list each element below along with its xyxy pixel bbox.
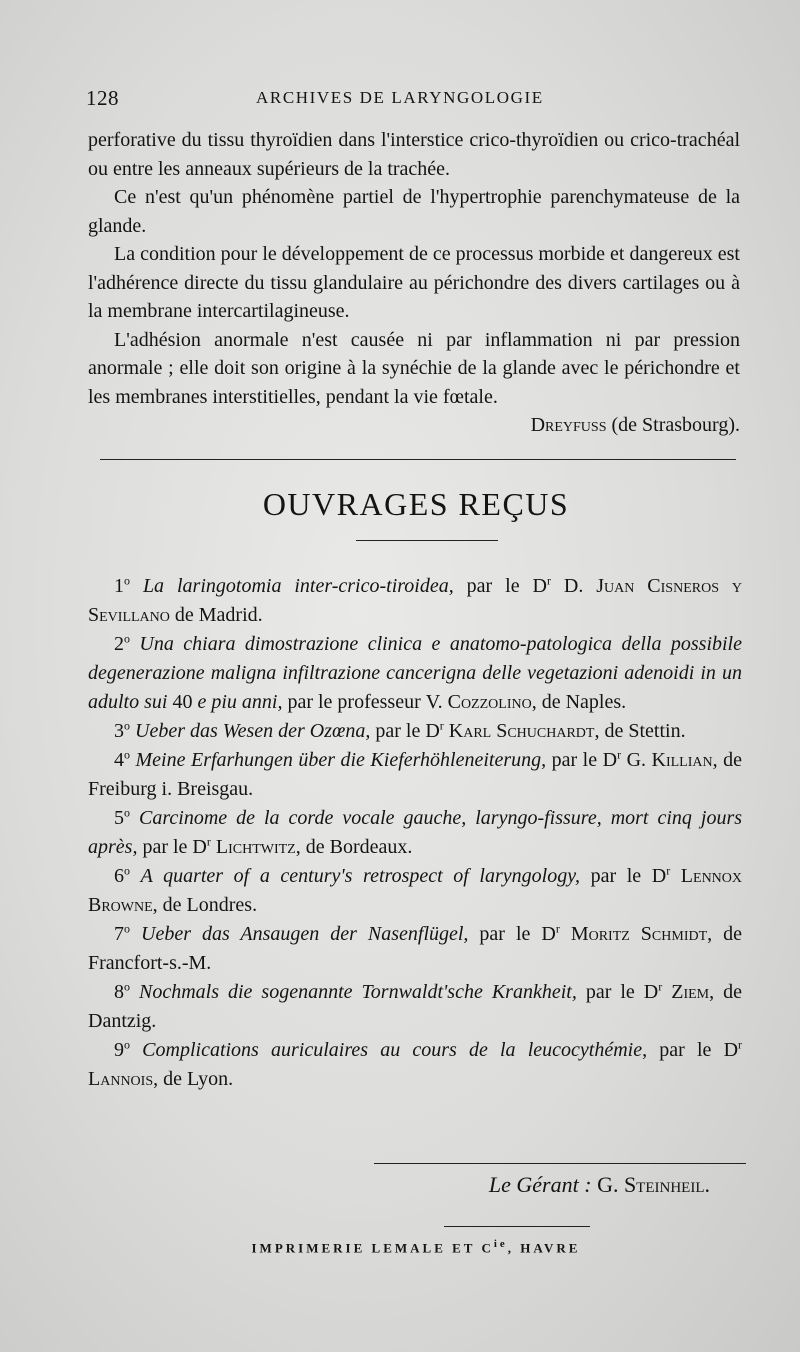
section-divider bbox=[100, 459, 736, 460]
author-name: Lichtwitz bbox=[215, 836, 296, 858]
list-item bbox=[88, 746, 742, 804]
article-signature bbox=[88, 411, 740, 440]
list-item bbox=[88, 717, 742, 746]
item-number: 3 bbox=[114, 720, 124, 742]
list-item bbox=[88, 862, 742, 920]
title-abbrev: r bbox=[555, 921, 560, 936]
gerant-label: Le Gérant : bbox=[488, 1172, 592, 1197]
page-header bbox=[86, 86, 746, 116]
list-item bbox=[88, 920, 742, 978]
author-name: Lannois bbox=[88, 1068, 154, 1090]
title-underline bbox=[356, 540, 498, 541]
attribution-text: par le D bbox=[546, 749, 618, 771]
ordinal-mark: o bbox=[124, 573, 130, 588]
item-number: 7 bbox=[114, 923, 124, 945]
author-name: D. Juan Cisneros y Sevillano bbox=[88, 575, 743, 626]
attribution-text: par le professeur bbox=[282, 691, 426, 713]
book-title: Ueber das Ansaugen der Nasenflügel, bbox=[141, 923, 469, 945]
title-abbrev: r bbox=[666, 863, 671, 878]
ordinal-mark: o bbox=[124, 863, 130, 878]
spacer-text bbox=[662, 981, 671, 1003]
title-abbrev: r bbox=[738, 1037, 743, 1052]
attribution-text: par le D bbox=[579, 865, 667, 887]
book-title-number: 40 bbox=[167, 691, 198, 713]
list-item bbox=[88, 630, 742, 717]
attribution-text: par le D bbox=[370, 720, 440, 742]
title-abbrev: r bbox=[206, 834, 211, 849]
imprint-divider bbox=[444, 1226, 590, 1227]
item-number: 6 bbox=[114, 865, 124, 887]
author-place: , de Dantzig. bbox=[88, 981, 743, 1032]
author-name: Moritz Schmidt bbox=[570, 923, 708, 945]
author-place: , de Lyon. bbox=[153, 1068, 234, 1090]
book-title: A quarter of a century's retrospect of laryngology, bbox=[140, 865, 580, 887]
item-number: 9 bbox=[114, 1039, 124, 1061]
imprint-text: IMPRIMERIE LEMALE ET C bbox=[251, 1240, 494, 1256]
attribution-text: par le D bbox=[453, 575, 547, 597]
book-title: Nochmals die sogenannte Tornwaldt'sche Krankheit, bbox=[139, 981, 577, 1003]
author-place: , de Stettin. bbox=[594, 720, 686, 742]
paragraph: L'adhésion anormale n'est causée ni par inflammation ni par pression anormale ; elle doit son origine à la synéchie de la glande avec le périchondre et les membranes interstitielles, pendant la vie fœtale. bbox=[88, 328, 740, 408]
list-item bbox=[88, 572, 742, 630]
title-abbrev: r bbox=[617, 747, 622, 762]
attribution-text: par le D bbox=[137, 836, 207, 858]
item-number: 8 bbox=[114, 981, 124, 1003]
imprint-sup: ie bbox=[493, 1238, 508, 1250]
author-place: , de Francfort-s.-M. bbox=[88, 923, 743, 974]
ordinal-mark: o bbox=[124, 718, 130, 733]
author-name: Ziem bbox=[671, 981, 710, 1003]
author-name: G. Killian bbox=[626, 749, 713, 771]
list-item bbox=[88, 978, 742, 1036]
book-title: Carcinome de la corde vocale gauche, laryngo-fissure, mort cinq jours après, bbox=[88, 807, 743, 858]
attribution-text: par le D bbox=[647, 1039, 739, 1061]
book-title: Meine Erfarhungen über die Kieferhöhleneiterung, bbox=[135, 749, 547, 771]
author-place: , de Londres. bbox=[152, 894, 258, 916]
author-place: , de Bordeaux. bbox=[295, 836, 413, 858]
attribution-text: par le D bbox=[468, 923, 556, 945]
book-title: Una chiara dimostrazione clinica e anatomo-patologica della possibile degenerazione maligna infiltrazione cancerigna delle vegetazioni adenoidi in un adulto sui bbox=[88, 633, 742, 713]
author-place: , de Freiburg i. Breisgau. bbox=[88, 749, 742, 800]
printer-imprint bbox=[86, 1238, 746, 1256]
gerant-line bbox=[410, 1172, 710, 1198]
attribution-text: par le D bbox=[576, 981, 659, 1003]
ordinal-mark: o bbox=[124, 979, 130, 994]
author-place: de Madrid. bbox=[169, 604, 263, 626]
section-title: OUVRAGES REÇUS bbox=[262, 486, 570, 522]
paragraph: Ce n'est qu'un phénomène partiel de l'hypertrophie parenchymateuse de la glande. bbox=[88, 186, 740, 237]
book-title-cont: e piu anni, bbox=[197, 691, 283, 713]
gerant-divider bbox=[374, 1163, 746, 1164]
ordinal-mark: o bbox=[124, 1037, 130, 1052]
running-title: ARCHIVES DE LARYNGOLOGIE bbox=[256, 88, 544, 107]
item-number: 5 bbox=[114, 807, 124, 829]
list-item bbox=[88, 804, 742, 862]
title-abbrev: r bbox=[546, 573, 551, 588]
gerant-name: G. Steinheil. bbox=[597, 1172, 710, 1197]
author-name: Dreyfuss bbox=[530, 414, 607, 436]
title-abbrev: r bbox=[439, 718, 444, 733]
list-item bbox=[88, 1036, 742, 1094]
ordinal-mark: o bbox=[124, 747, 130, 762]
page-number: 128 bbox=[86, 86, 119, 110]
books-received-list bbox=[88, 572, 742, 1094]
author-name: V. Cozzolino bbox=[425, 691, 532, 713]
item-number: 1 bbox=[114, 575, 124, 597]
author-name: Karl Schuchardt bbox=[448, 720, 595, 742]
author-place: , de Naples. bbox=[531, 691, 627, 713]
paragraph: perforative du tissu thyroïdien dans l'interstice crico-thyroïdien ou crico-trachéal ou entre les anneaux supérieurs de la trachée. bbox=[88, 129, 740, 180]
book-title: La laringotomia inter-crico-tiroidea, bbox=[142, 575, 454, 597]
book-title: Ueber das Wesen der Ozœna, bbox=[135, 720, 371, 742]
book-title: Complications auriculaires au cours de la leucocythémie, bbox=[142, 1039, 648, 1061]
ordinal-mark: o bbox=[124, 631, 130, 646]
ordinal-mark: o bbox=[124, 805, 130, 820]
imprint-end: , HAVRE bbox=[507, 1240, 581, 1256]
article-text bbox=[88, 126, 740, 440]
spacer-text bbox=[560, 923, 571, 945]
spacer-text bbox=[670, 865, 681, 887]
ordinal-mark: o bbox=[124, 921, 130, 936]
spacer-text bbox=[551, 575, 564, 597]
item-number: 2 bbox=[114, 633, 124, 655]
author-place: (de Strasbourg). bbox=[611, 414, 740, 436]
paragraph: La condition pour le développement de ce processus morbide et dangereux est l'adhérence directe du tissu glandulaire au périchondre des divers cartilages ou à la membrane intercartilagineuse. bbox=[88, 243, 740, 322]
title-abbrev: r bbox=[658, 979, 663, 994]
author-name: Lennox Browne bbox=[88, 865, 743, 916]
item-number: 4 bbox=[114, 749, 124, 771]
